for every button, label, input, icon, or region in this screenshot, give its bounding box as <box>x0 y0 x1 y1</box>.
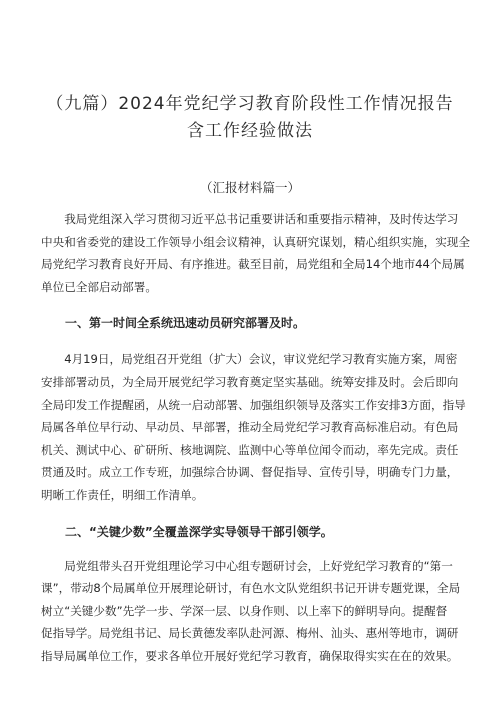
section-2-line: 指导局属单位工作，要求各单位开展好党纪学习教育，确保取得实实在在的效果。 <box>41 648 459 663</box>
section-1-line: 安排部署动员，为全局开展党纪学习教育奠定坚实基础。统筹安排及时。会后即向 <box>41 374 459 389</box>
section-2-line: 促指导学。局党组书记、局长黄德发率队赴河源、梅州、汕头、惠州等地市，调研 <box>41 626 459 641</box>
intro-line: 中央和省委党的建设工作领导小组会议精神，认真研究谋划，精心组织实施，实现全 <box>41 234 470 249</box>
section-1-line: 4月19日，局党组召开党组（扩大）会议，审议党纪学习教育实施方案，周密 <box>64 352 458 367</box>
section-1-heading: 一、第一时间全系统迅速动员研究部署及时。 <box>65 316 306 331</box>
title-line-2: 含工作经验做法 <box>187 121 313 141</box>
section-2-line: 树立“关键少数”先学一步、学深一层、以身作则、以上率下的鲜明导向。提醒督 <box>41 603 448 618</box>
title-line-1: （九篇）2024年党纪学习教育阶段性工作情况报告 <box>46 94 454 114</box>
document-subheading: （汇报材料篇一） <box>199 180 300 195</box>
section-1-line: 机关、测试中心、矿研所、核地调院、监测中心等单位闻令而动，率先完成。责任 <box>41 442 459 457</box>
section-1-line: 全局印发工作提醒函，从统一启动部署、加强组织领导及落实工作安排3方面，指导 <box>41 397 466 412</box>
intro-line: 局党纪学习教育良好开局、有序推进。截至目前，局党组和全局14个地市44个局属 <box>41 257 465 272</box>
section-1-line: 明晰工作责任，明细工作清单。 <box>41 487 204 502</box>
section-2-line: 课”，带动8个局属单位开展理论研讨，有色水文队党组织书记开讲专题党课，全局 <box>41 581 461 596</box>
section-2-paragraph <box>41 555 459 668</box>
intro-paragraph <box>41 208 470 298</box>
section-2-line: 局党组带头召开党组理论学习中心组专题研讨会，上好党纪学习教育的“第一 <box>64 558 453 573</box>
section-2-heading: 二、“关键少数”全覆盖深学实导领导干部引领学。 <box>65 524 333 539</box>
intro-line: 单位已全部启动部署。 <box>41 279 157 294</box>
intro-line: 我局党组深入学习贯彻习近平总书记重要讲话和重要指示精神，及时传达学习 <box>64 212 459 226</box>
section-1-line: 局属各单位早行动、早动员、早部署，推动全局党纪学习教育高标准启动。有色局 <box>41 420 459 435</box>
document-title <box>41 0 459 145</box>
section-1-line: 贯通及时。成立工作专班，加强综合协调、督促指导、宣传引导，明确专门力量， <box>41 465 459 480</box>
section-1-paragraph <box>41 348 466 506</box>
